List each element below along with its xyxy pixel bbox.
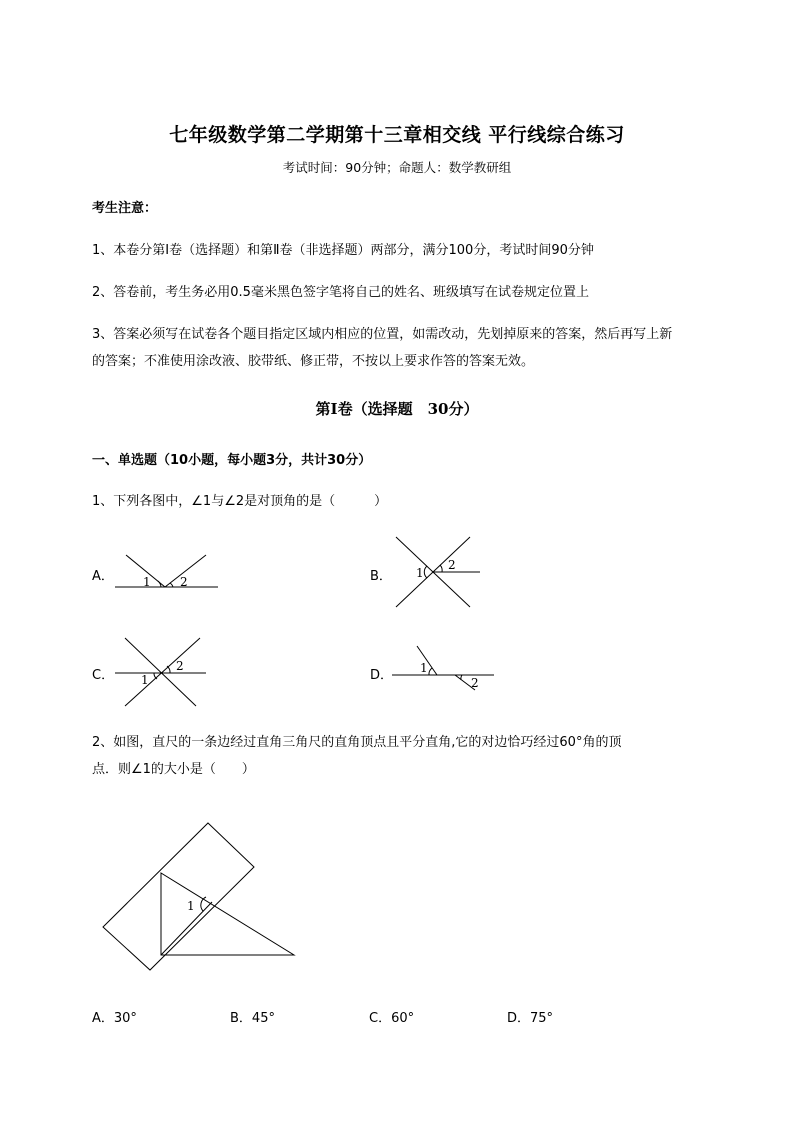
- q1-c-angle-2: 2: [176, 659, 184, 673]
- q1-d-angle-1: 1: [420, 661, 428, 675]
- question-2-stem-line1: 2、如图，直尺的一条边经过直角三角尺的直角顶点且平分直角,它的对边恰巧经过60°角的顶: [92, 735, 622, 750]
- q1-d-angle-2: 2: [471, 676, 479, 690]
- q1-a-angle-2: 2: [180, 575, 188, 589]
- q2-option-a[interactable]: A．30°: [92, 1011, 137, 1026]
- notice-heading: 考生注意：: [92, 201, 158, 216]
- notice-item-1: 1、本卷分第I卷（选择题）和第Ⅱ卷（非选择题）两部分，满分100分，考试时间90分钟: [92, 243, 594, 258]
- part-heading: 一、单选题（10小题，每小题3分，共计30分）: [92, 453, 372, 468]
- q1-b-angle-2: 2: [448, 558, 456, 572]
- q1-option-d-label[interactable]: D．: [370, 668, 394, 683]
- notice-item-2: 2、答卷前，考生务必用0.5毫米黑色签字笔将自己的姓名、班级填写在试卷规定位置上: [92, 285, 589, 300]
- question-2-stem-line2: 点．则∠1的大小是（ ）: [92, 762, 255, 777]
- q1-a-angle-1: 1: [143, 575, 151, 589]
- section-title: 第I卷（选择题 30分）: [315, 400, 479, 418]
- notice-item-3-continued: 的答案；不准使用涂改液、胶带纸、修正带，不按以上要求作答的答案无效。: [92, 354, 535, 369]
- exam-info: 考试时间：90分钟；命题人：数学教研组: [282, 160, 512, 175]
- q1-option-a-label[interactable]: A．: [92, 569, 114, 584]
- notice-item-3: 3、答案必须写在试卷各个题目指定区域内相应的位置，如需改动，先划掉原来的答案，然后再写上新: [92, 327, 673, 342]
- q2-figure: [95, 815, 305, 975]
- q1-b-angle-1: 1: [416, 566, 424, 580]
- page-title: 七年级数学第二学期第十三章相交线 平行线综合练习: [169, 124, 625, 146]
- q1-option-a-figure: [110, 548, 225, 596]
- q1-option-b-figure: [390, 533, 485, 611]
- question-1-stem: 1、下列各图中，∠1与∠2是对顶角的是（ ）: [92, 494, 388, 509]
- q1-option-d-figure: [390, 642, 500, 692]
- q1-option-c-label[interactable]: C．: [92, 668, 115, 683]
- q2-option-b[interactable]: B．45°: [230, 1011, 275, 1026]
- q2-angle-1: 1: [187, 899, 195, 913]
- q2-option-c[interactable]: C．60°: [369, 1011, 415, 1026]
- q1-option-b-label[interactable]: B．: [370, 569, 392, 584]
- q1-option-c-figure: [112, 634, 212, 710]
- q2-option-d[interactable]: D．75°: [507, 1011, 554, 1026]
- q1-c-angle-1: 1: [141, 673, 149, 687]
